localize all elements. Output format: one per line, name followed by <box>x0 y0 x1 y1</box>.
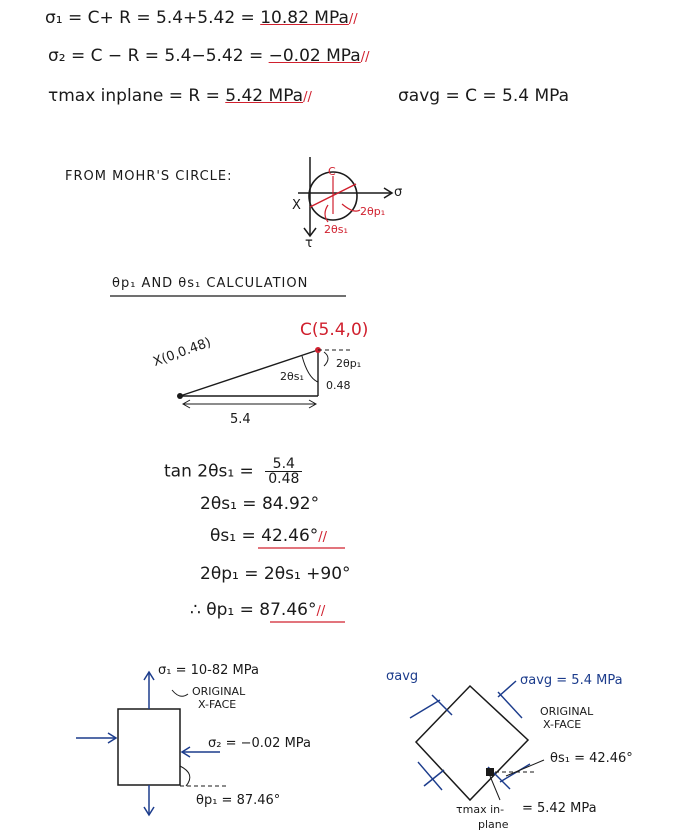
shear-original-label: ORIGINAL <box>540 705 594 718</box>
two-theta-p-relation: 2θp₁ = 2θs₁ +90° <box>200 564 351 584</box>
angle-2thetap-label: 2θp₁ <box>336 357 362 370</box>
tau-max-equation: τmax inplane = R = 5.42 MPa// <box>48 86 312 106</box>
principal-original-label: ORIGINAL <box>192 685 246 698</box>
mohr-2thetap-label: 2θp₁ <box>360 205 386 218</box>
sigma-avg-equation: σavg = C = 5.4 MPa <box>398 86 570 106</box>
theta-p-result: ∴ θp₁ = 87.46°// <box>190 600 326 620</box>
shear-sigma-avg-right: σavg = 5.4 MPa <box>520 673 623 688</box>
mohr-tau-axis: τ <box>305 236 313 251</box>
principal-theta-label: θp₁ = 87.46° <box>196 793 281 808</box>
shear-tau-value: = 5.42 MPa <box>522 801 597 816</box>
shear-theta-label: θs₁ = 42.46° <box>550 751 633 766</box>
angle-2thetas-label: 2θs₁ <box>280 370 304 383</box>
side-long-label: 5.4 <box>230 412 251 427</box>
c-coordinate: C(5.4,0) <box>300 320 369 340</box>
mohr-heading: FROM MOHR'S CIRCLE: <box>65 169 233 184</box>
shear-element <box>410 681 544 800</box>
mohr-sigma-axis: σ <box>394 185 403 200</box>
principal-xface-label: X-FACE <box>198 698 237 711</box>
sigma2-equation: σ₂ = C − R = 5.4−5.42 = −0.02 MPa// <box>48 46 370 66</box>
shear-sigma-avg-left: σavg <box>386 669 419 684</box>
principal-sigma2-label: σ₂ = −0.02 MPa <box>208 736 312 751</box>
mohr-c-label: C <box>328 165 336 178</box>
theta-s-result: θs₁ = 42.46°// <box>210 526 328 546</box>
mohr-x-label: X <box>292 198 301 213</box>
shear-xface-label: X-FACE <box>543 718 582 731</box>
calc-heading: θp₁ AND θs₁ CALCULATION <box>112 276 309 291</box>
x-coordinate: X(0,0.48) <box>151 335 214 370</box>
calc-triangle <box>177 347 352 408</box>
tan-equation: tan 2θs₁ = $\frac{5.4}{0.48}$ <box>164 457 302 486</box>
mohr-2thetas-label: 2θs₁ <box>324 223 348 236</box>
principal-sigma1-label: σ₁ = 10-82 MPa <box>158 663 259 678</box>
side-short-label: 0.48 <box>326 379 351 392</box>
shear-tau-label-1: τmax in- <box>456 803 505 816</box>
sigma1-equation: σ₁ = C+ R = 5.4+5.42 = 10.82 MPa// <box>45 8 358 28</box>
shear-tau-label-2: plane <box>478 818 509 831</box>
two-theta-s-result: 2θs₁ = 84.92° <box>200 494 320 514</box>
